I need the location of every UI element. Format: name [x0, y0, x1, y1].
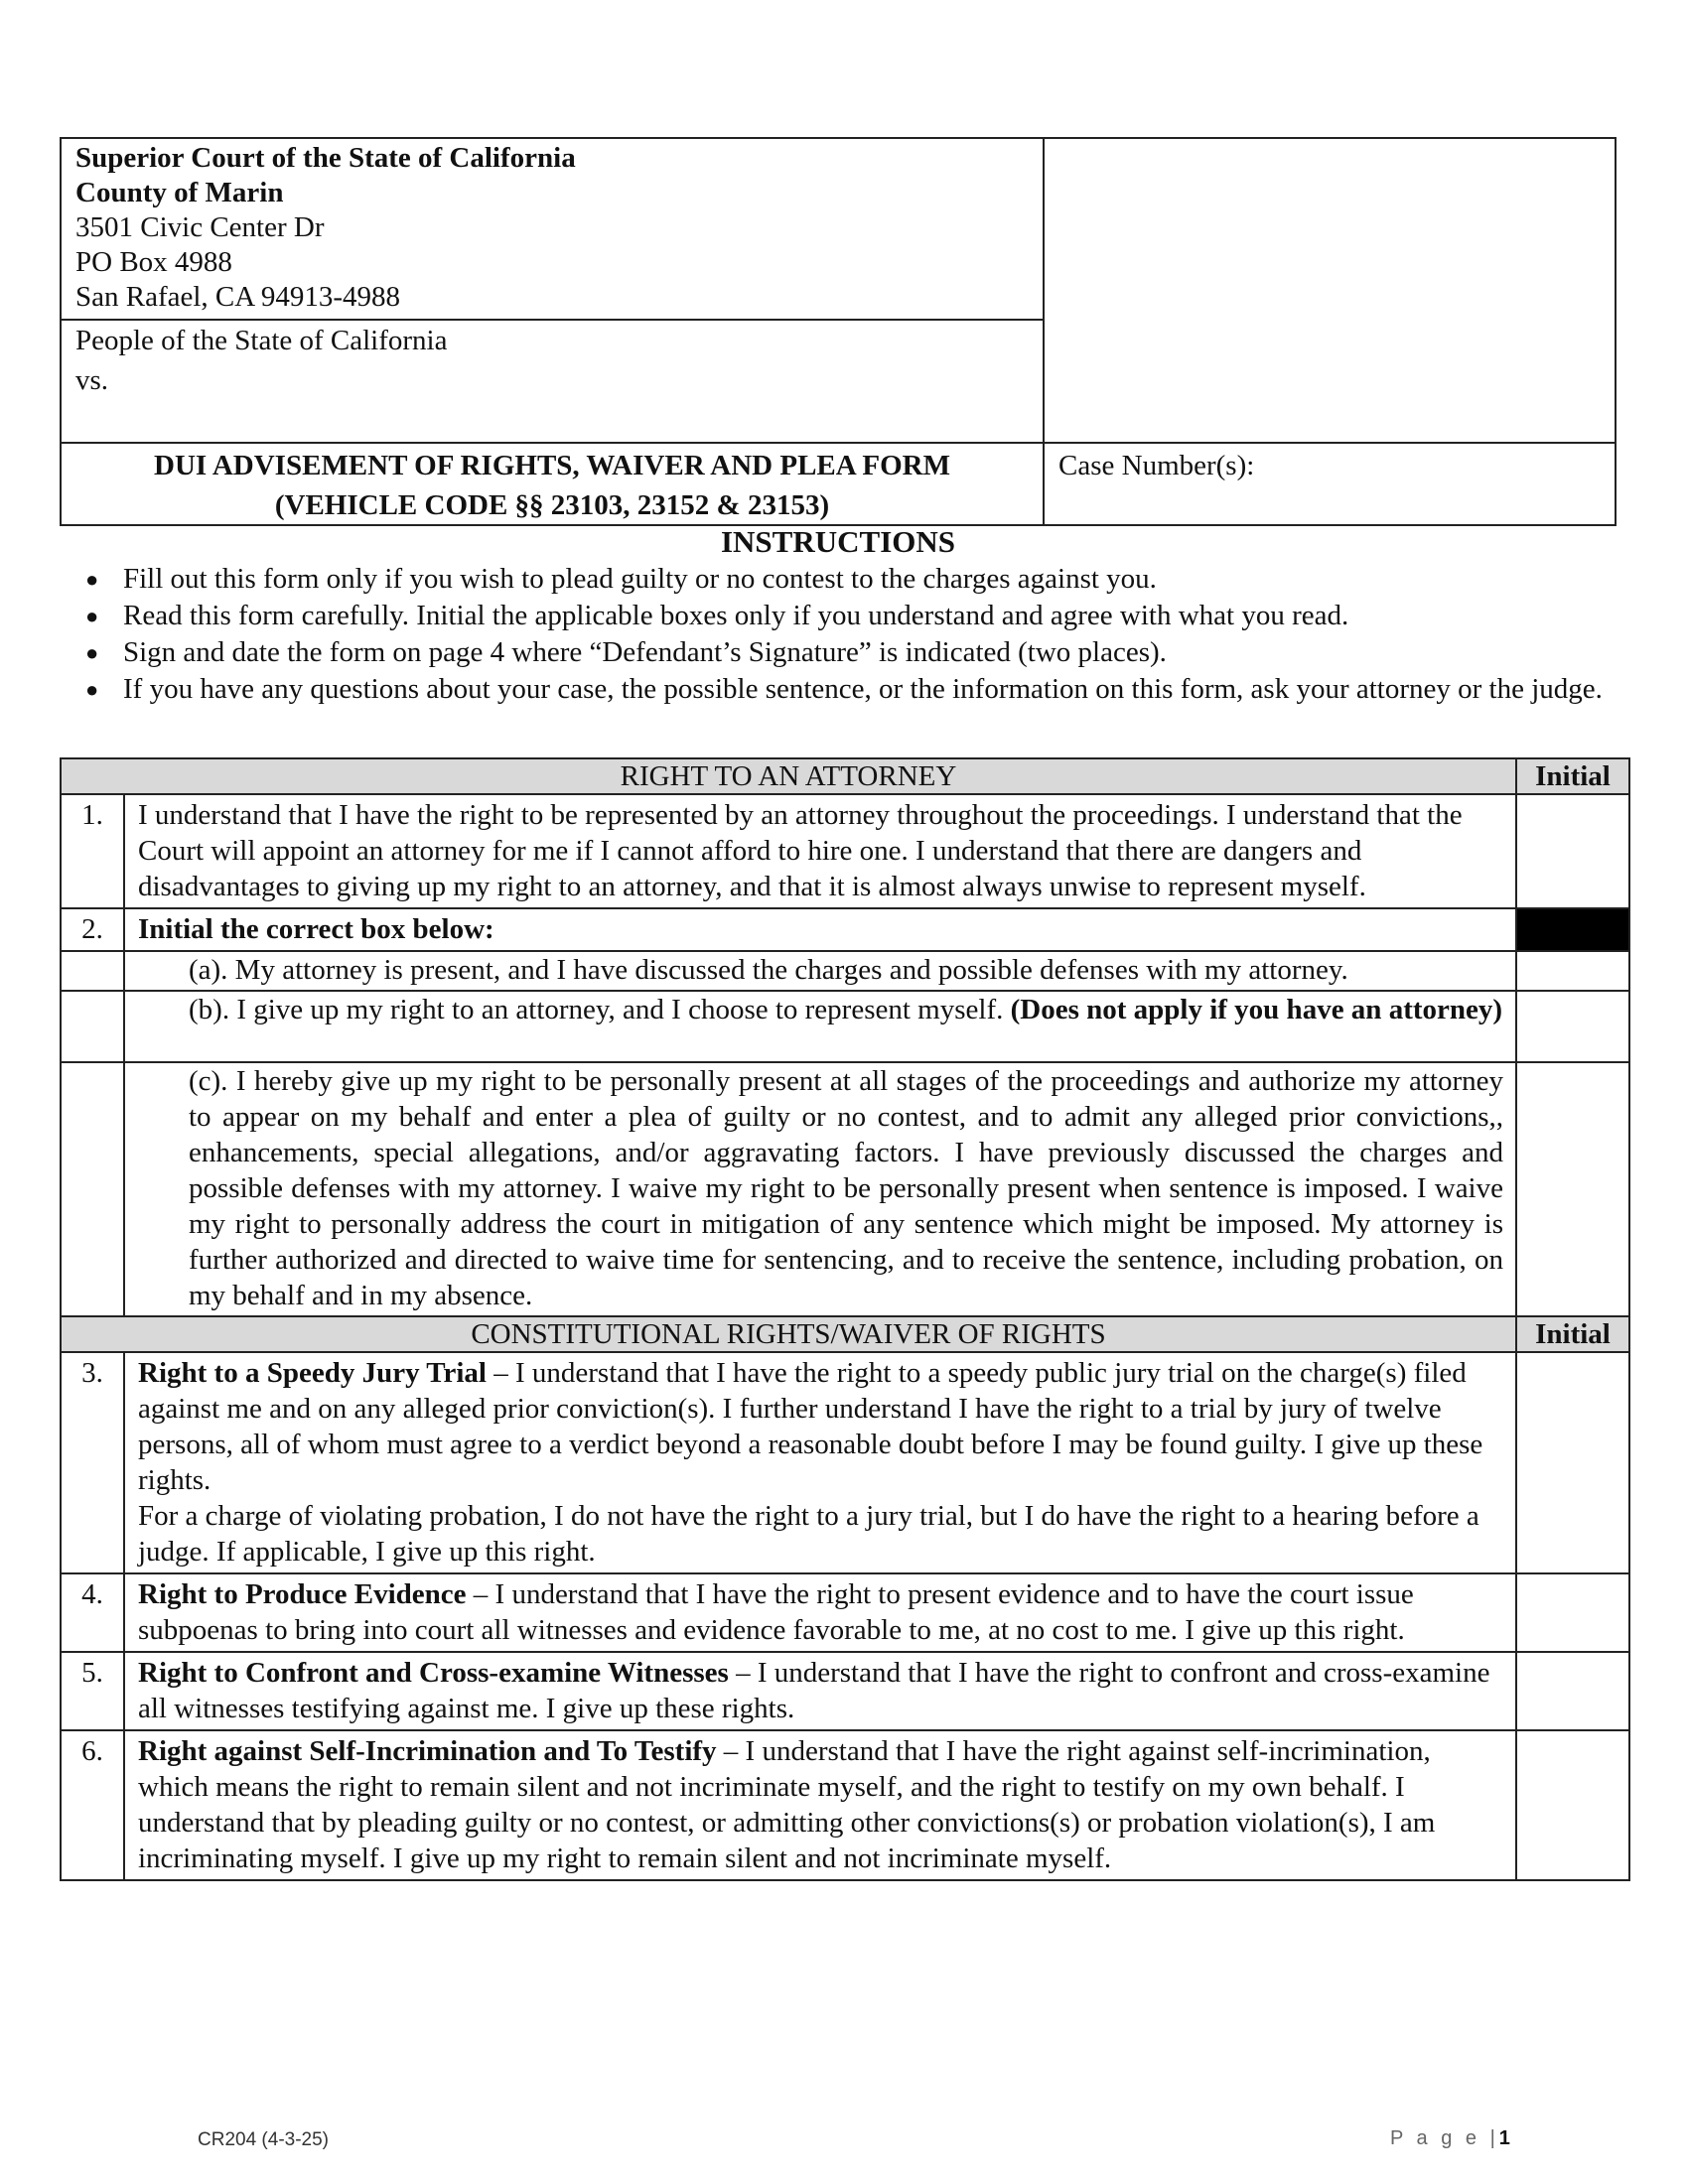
instructions-heading: INSTRUCTIONS: [720, 524, 955, 559]
caption-box: [60, 137, 1617, 526]
initial-box[interactable]: [1516, 794, 1629, 908]
address-line: PO Box 4988: [75, 246, 232, 278]
item-text: [124, 1652, 1516, 1730]
option-b-text: [124, 991, 1516, 1062]
section-header-row: [61, 758, 1629, 794]
initial-box[interactable]: [1516, 991, 1629, 1062]
table-row: [61, 1352, 1629, 1573]
form-title-line: DUI ADVISEMENT OF RIGHTS, WAIVER AND PLEA FORM: [154, 450, 950, 481]
section-title: RIGHT TO AN ATTORNEY: [61, 758, 1516, 794]
item-number: 4.: [61, 1573, 124, 1652]
table-row: [61, 1652, 1629, 1730]
list-item: [79, 598, 1628, 634]
right-title: Right to a Speedy Jury Trial: [138, 1357, 487, 1389]
right-title: Right to Confront and Cross-examine Witnesses: [138, 1657, 729, 1689]
initial-box[interactable]: [1516, 1352, 1629, 1573]
court-address-block: [62, 139, 1043, 321]
initial-column-header: Initial: [1516, 1316, 1629, 1352]
plaintiff-name: People of the State of California: [75, 325, 448, 356]
option-b-note: (Does not apply if you have an attorney): [1010, 994, 1503, 1025]
bullet-icon: ●: [85, 604, 99, 628]
item-number: 1.: [61, 794, 124, 908]
county-name: County of Marin: [75, 177, 284, 208]
table-row: [61, 991, 1629, 1062]
page-separator: |: [1489, 2127, 1499, 2149]
list-item: [79, 561, 1628, 598]
table-row: [61, 908, 1629, 951]
item-number: 5.: [61, 1652, 124, 1730]
right-text: – I understand that I have the right to confront and cross-examine all witnesses testifying against me. I give up these rights.: [138, 1657, 1490, 1724]
empty-number-cell: [61, 1062, 124, 1316]
item-text: Initial the correct box below:: [124, 908, 1516, 951]
item-text: [124, 1352, 1516, 1573]
table-row: [61, 1730, 1629, 1880]
versus-label: vs.: [75, 364, 109, 396]
form-title-line: (VEHICLE CODE §§ 23103, 23152 & 23153): [274, 489, 830, 521]
right-text-continued: For a charge of violating probation, I do not have the right to a jury trial, but I do have the right to a hearing before a judge. If applicable, I give up this right.: [138, 1500, 1479, 1568]
rights-table: [60, 757, 1630, 1881]
instruction-text: Sign and date the form on page 4 where “Defendant’s Signature” is indicated (two places).: [123, 636, 1167, 668]
section-header-row: [61, 1316, 1629, 1352]
initial-box[interactable]: [1516, 1652, 1629, 1730]
table-row: [61, 951, 1629, 991]
option-b-main: (b). I give up my right to an attorney, and I choose to represent myself.: [189, 994, 1011, 1025]
parties-block: [62, 321, 1043, 442]
case-number-label: Case Number(s):: [1058, 450, 1255, 481]
form-title: [62, 444, 1045, 524]
right-text: – I understand that I have the right to present evidence and to have the court issue subpoenas to bring into court all witnesses and evidence favorable to me, at no cost to me. I give up this right.: [138, 1578, 1414, 1646]
form-code: CR204 (4-3-25): [198, 2129, 329, 2150]
bullet-icon: ●: [85, 677, 99, 702]
option-c-text: (c). I hereby give up my right to be personally present at all stages of the proceedings and authorize my attorney to appear on my behalf and enter a plea of guilty or no contest, and to admit any alleged prior convictions,, enhancements, special allegations, and/or aggravating factors. I have previously discussed the charges and possible defenses with my attorney. I waive my right to be personally present when sentence is imposed. I waive my right to personally address the court in mitigation of any sentence which might be imposed. My attorney is further authorized and directed to waive time for sentencing, and to receive the sentence, including probation, on my behalf and in my absence.: [124, 1062, 1516, 1316]
empty-number-cell: [61, 991, 124, 1062]
table-row: [61, 1573, 1629, 1652]
empty-number-cell: [61, 951, 124, 991]
clerk-stamp-area: [1045, 139, 1615, 442]
instruction-text: If you have any questions about your case, the possible sentence, or the information on this form, ask your attorney or the judge.: [123, 673, 1603, 705]
table-row: [61, 794, 1629, 908]
item-number: 3.: [61, 1352, 124, 1573]
right-text: – I understand that I have the right against self-incrimination, which means the right to remain silent and not incriminate myself, and the right to testify on my own behalf. I understand that by pleading guilty or no contest, or admitting other convictions(s) or probation violation(s), I am incriminating myself. I give up my right to remain silent and not incriminate myself.: [138, 1735, 1436, 1874]
item-text: [124, 1573, 1516, 1652]
table-row: [61, 1062, 1629, 1316]
right-title: Right to Produce Evidence: [138, 1578, 467, 1610]
list-item: [79, 634, 1628, 671]
page-number: 1: [1498, 2127, 1510, 2149]
initial-box[interactable]: [1516, 1730, 1629, 1880]
item-text: [124, 1730, 1516, 1880]
option-a-text: (a). My attorney is present, and I have discussed the charges and possible defenses with my attorney.: [124, 951, 1516, 991]
initial-box[interactable]: [1516, 1573, 1629, 1652]
page-number-footer: [1390, 2127, 1510, 2150]
address-line: 3501 Civic Center Dr: [75, 211, 325, 243]
initial-column-header: Initial: [1516, 758, 1629, 794]
court-name: Superior Court of the State of California: [75, 142, 576, 174]
right-title: Right against Self-Incrimination and To Testify: [138, 1735, 717, 1767]
item-text: I understand that I have the right to be represented by an attorney throughout the proceedings. I understand that the Court will appoint an attorney for me if I cannot afford to hire one. I understand that there are dangers and disadvantages to giving up my right to an attorney, and that it is almost always unwise to represent myself.: [124, 794, 1516, 908]
bullet-icon: ●: [85, 640, 99, 665]
initial-box[interactable]: [1516, 1062, 1629, 1316]
instruction-text: Read this form carefully. Initial the applicable boxes only if you understand and agree with what you read.: [123, 600, 1349, 631]
initial-box[interactable]: [1516, 951, 1629, 991]
address-line: San Rafael, CA 94913-4988: [75, 281, 401, 313]
case-number-field[interactable]: [1045, 444, 1615, 524]
instructions-list: [79, 561, 1628, 708]
page-label: P a g e: [1390, 2127, 1481, 2149]
blocked-initial-box: [1516, 908, 1629, 951]
bullet-icon: ●: [85, 567, 99, 592]
item-number: 2.: [61, 908, 124, 951]
list-item: [79, 671, 1628, 708]
item-number: 6.: [61, 1730, 124, 1880]
right-text: – I understand that I have the right to a speedy public jury trial on the charge(s) filed against me and on any alleged prior conviction(s). I further understand I have the right to a trial by jury of twelve persons, all of whom must agree to a verdict beyond a reasonable doubt before I may be found guilty. I give up these rights.: [138, 1357, 1483, 1496]
section-title: CONSTITUTIONAL RIGHTS/WAIVER OF RIGHTS: [61, 1316, 1516, 1352]
instruction-text: Fill out this form only if you wish to plead guilty or no contest to the charges against you.: [123, 563, 1157, 595]
